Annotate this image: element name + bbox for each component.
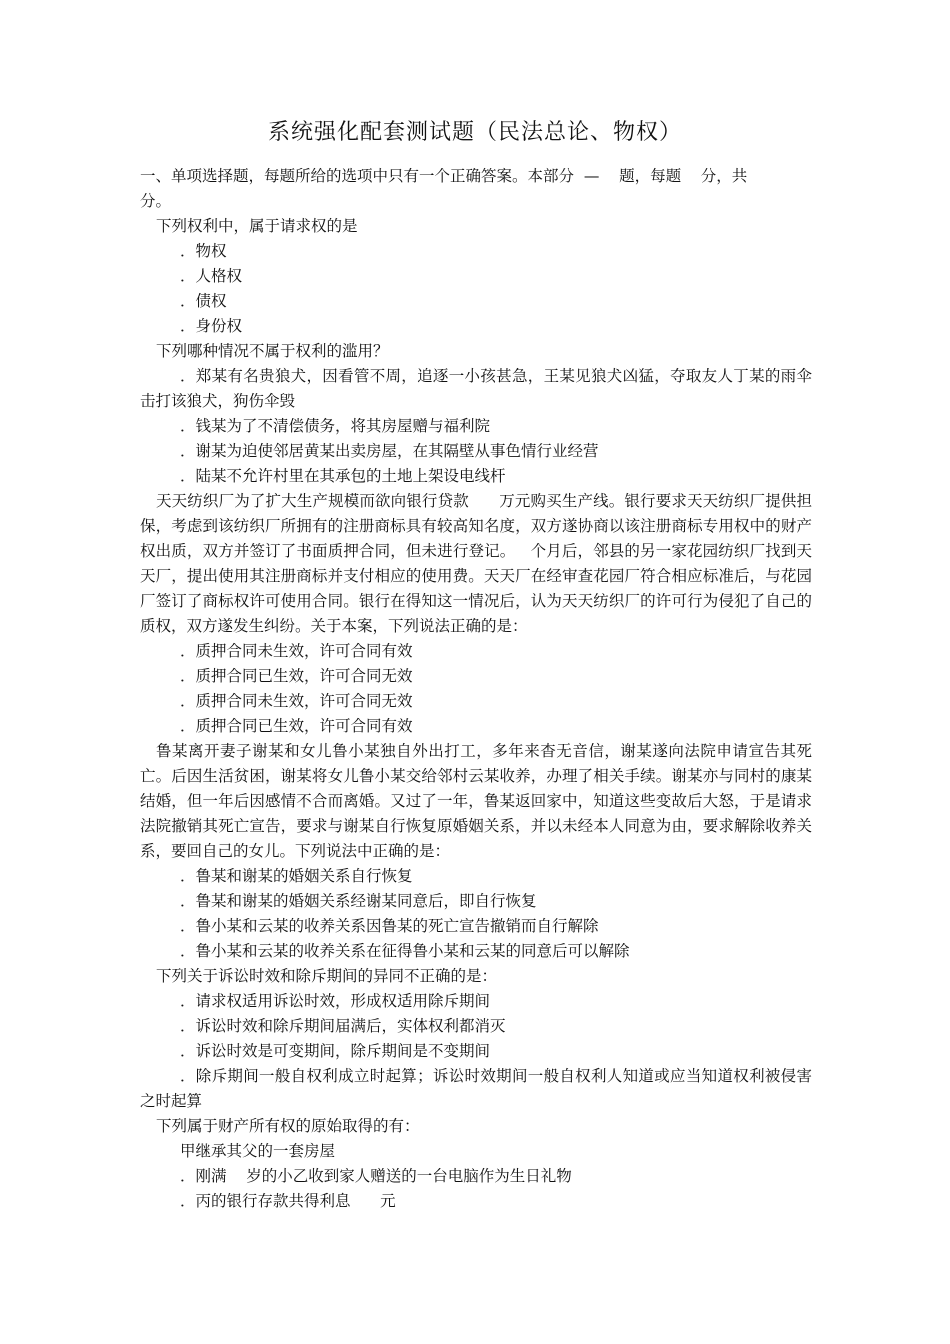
question-4-option-a: ．鲁某和谢某的婚姻关系自行恢复	[180, 867, 413, 885]
question-1-option-d: ．身份权	[180, 317, 243, 335]
question-2-stem: 下列哪种情况不属于权利的滥用？	[156, 342, 389, 360]
section-intro-cont: 分。	[140, 192, 172, 210]
question-3-option-d: ．质押合同已生效，许可合同有效	[180, 717, 413, 735]
question-1-option-b: ．人格权	[180, 267, 243, 285]
question-5-option-b: ．诉讼时效和除斥期间届满后，实体权利都消灭	[180, 1017, 506, 1035]
question-4-option-d: ．鲁小某和云某的收养关系在征得鲁小某和云某的同意后可以解除	[180, 942, 630, 960]
question-3-stem: 天天纺织厂为了扩大生产规模而欲向银行贷款 万元购买生产线。银行要求天天纺织厂提供担保，考虑到该纺织厂所拥有的注册商标具有较高知名度，双方遂协商以该注册商标专用权中的财产权出质，双方并签订了书面质押合同，但未进行登记。 个月后，邻县的另一家花园纺织厂找到天天厂，提出使用其注册商标并支付相应的使用费。天天厂在经审查花园厂符合相应标准后，与花园厂签订了商标权许可使用合同。银行在得知这一情况后，认为天天纺织厂的许可行为侵犯了自己的质权，双方遂发生纠纷。关于本案，下列说法正确的是：	[140, 492, 812, 635]
question-6-option-b: ．刚满 岁的小乙收到家人赠送的一台电脑作为生日礼物	[180, 1167, 572, 1185]
question-5-option-d: ．除斥期间一般自权利成立时起算；诉讼时效期间一般自权利人知道或应当知道权利被侵害之时起算	[140, 1067, 812, 1110]
question-4-option-b: ．鲁某和谢某的婚姻关系经谢某同意后，即自行恢复	[180, 892, 537, 910]
question-3-option-c: ．质押合同未生效，许可合同无效	[180, 692, 413, 710]
question-2-option-d: ．陆某不允许村里在其承包的土地上架设电线杆	[180, 467, 506, 485]
question-4-stem: 鲁某离开妻子谢某和女儿鲁小某独自外出打工，多年来杳无音信，谢某遂向法院申请宣告其死亡。后因生活贫困，谢某将女儿鲁小某交给邻村云某收养，办理了相关手续。谢某亦与同村的康某结婚，但一年后因感情不合而离婚。又过了一年，鲁某返回家中，知道这些变故后大怒，于是请求法院撤销其死亡宣告，要求与谢某自行恢复原婚姻关系，并以未经本人同意为由，要求解除收养关系，要回自己的女儿。下列说法中正确的是：	[140, 742, 812, 860]
question-5-stem: 下列关于诉讼时效和除斥期间的异同不正确的是：	[156, 967, 498, 985]
question-3-option-b: ．质押合同已生效，许可合同无效	[180, 667, 413, 685]
question-6-option-c: ．丙的银行存款共得利息 元	[180, 1192, 396, 1210]
section-intro: 一、单项选择题，每题所给的选项中只有一个正确答案。本部分 — 题，每题 分，共	[140, 167, 748, 185]
question-2-option-b: ．钱某为了不清偿债务，将其房屋赠与福利院	[180, 417, 491, 435]
document-body	[140, 164, 812, 1214]
question-1-option-c: ．债权	[180, 292, 227, 310]
question-1-option-a: ．物权	[180, 242, 227, 260]
question-3-option-a: ．质押合同未生效，许可合同有效	[180, 642, 413, 660]
question-5-option-a: ．请求权适用诉讼时效，形成权适用除斥期间	[180, 992, 491, 1010]
question-6-stem: 下列属于财产所有权的原始取得的有：	[156, 1117, 420, 1135]
question-5-option-c: ．诉讼时效是可变期间，除斥期间是不变期间	[180, 1042, 491, 1060]
question-4-option-c: ．鲁小某和云某的收养关系因鲁某的死亡宣告撤销而自行解除	[180, 917, 599, 935]
question-2-option-c: ．谢某为迫使邻居黄某出卖房屋，在其隔壁从事色情行业经营	[180, 442, 599, 460]
question-1-stem: 下列权利中，属于请求权的是	[156, 217, 358, 235]
document-title: 系统强化配套测试题（民法总论、物权）	[267, 120, 682, 145]
question-6-option-a: 甲继承其父的一套房屋	[180, 1142, 336, 1160]
question-2-option-a: ．郑某有名贵狼犬，因看管不周，追逐一小孩甚急，王某见狼犬凶猛，夺取友人丁某的雨伞击打该狼犬，狗伤伞毁	[140, 367, 812, 410]
